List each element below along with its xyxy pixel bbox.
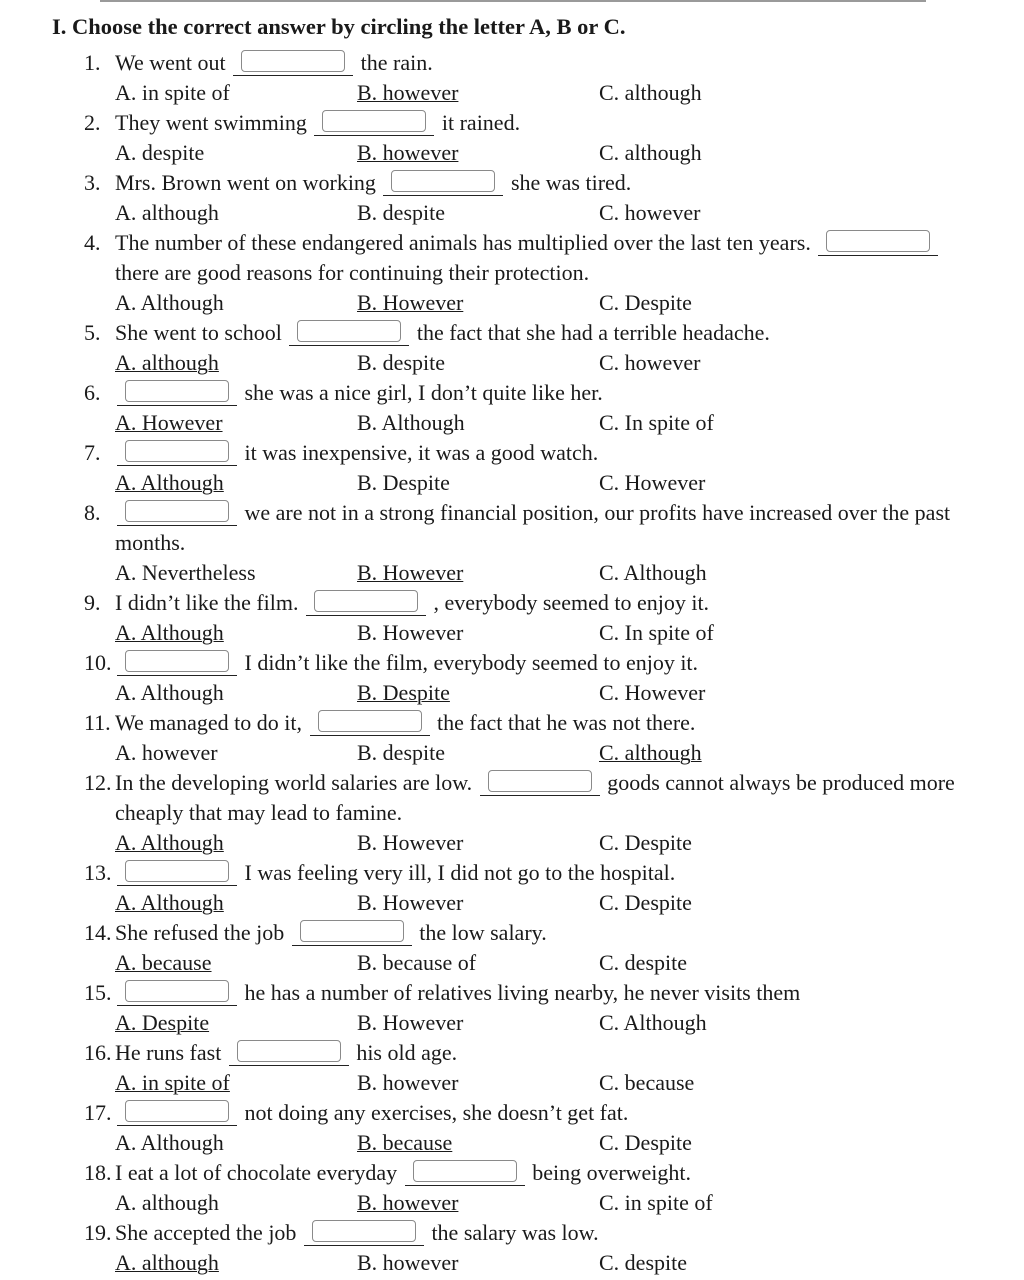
question-text: it was inexpensive, it was a good watch. bbox=[239, 440, 599, 465]
option-b[interactable]: B. however bbox=[357, 140, 459, 165]
option-c[interactable]: C. although bbox=[599, 140, 702, 165]
option-a[interactable]: A. although bbox=[115, 350, 219, 375]
option-c[interactable]: C. However bbox=[599, 680, 706, 705]
answer-blank[interactable] bbox=[292, 919, 412, 946]
question-text: In the developing world salaries are low. bbox=[115, 770, 478, 795]
question-text: she was a nice girl, I don’t quite like her. bbox=[239, 380, 603, 405]
question-text-line bbox=[115, 438, 598, 468]
question-number: 10. bbox=[84, 650, 112, 675]
option-b[interactable]: B. despite bbox=[357, 200, 445, 225]
question-text-line bbox=[115, 588, 709, 618]
answer-blank[interactable] bbox=[306, 589, 426, 616]
question-text: his old age. bbox=[350, 1040, 458, 1065]
option-b[interactable]: B. Although bbox=[357, 410, 465, 435]
question-text-line bbox=[115, 228, 940, 258]
answer-blank[interactable] bbox=[117, 1099, 237, 1126]
answer-blank[interactable] bbox=[480, 769, 600, 796]
option-a[interactable]: A. however bbox=[115, 740, 218, 765]
option-a[interactable]: A. However bbox=[115, 410, 223, 435]
question-text: the low salary. bbox=[413, 920, 547, 945]
option-c[interactable]: C. however bbox=[599, 350, 701, 375]
option-b[interactable]: B. However bbox=[357, 560, 464, 585]
question-number: 2. bbox=[84, 110, 101, 135]
question-number: 12. bbox=[84, 770, 112, 795]
option-b[interactable]: B. Despite bbox=[357, 680, 450, 705]
question-text-line bbox=[115, 858, 675, 888]
option-a[interactable]: A. Although bbox=[115, 1130, 224, 1155]
question-text: cheaply that may lead to famine. bbox=[115, 800, 403, 825]
question-text: there are good reasons for continuing their protection. bbox=[115, 260, 590, 285]
question-text: She refused the job bbox=[115, 920, 290, 945]
option-c[interactable]: C. In spite of bbox=[599, 620, 714, 645]
option-a[interactable]: A. in spite of bbox=[115, 80, 230, 105]
answer-blank[interactable] bbox=[229, 1039, 349, 1066]
answer-blank[interactable] bbox=[117, 379, 237, 406]
option-b[interactable]: B. however bbox=[357, 1250, 459, 1275]
question-text-line bbox=[115, 1038, 457, 1068]
option-a[interactable]: A. Although bbox=[115, 620, 224, 645]
question-text: Mrs. Brown went on working bbox=[115, 170, 382, 195]
question-text-line bbox=[115, 378, 603, 408]
answer-blank[interactable] bbox=[233, 49, 353, 76]
question-text: the salary was low. bbox=[425, 1220, 599, 1245]
answer-blank[interactable] bbox=[818, 229, 938, 256]
question-text: the fact that he was not there. bbox=[431, 710, 696, 735]
question-text: , everybody seemed to enjoy it. bbox=[428, 590, 710, 615]
question-text-line bbox=[115, 768, 955, 798]
question-text: being overweight. bbox=[526, 1160, 692, 1185]
exercise-heading: I. Choose the correct answer by circling the letter A, B or C. bbox=[52, 14, 626, 39]
question-text-line bbox=[115, 1098, 628, 1128]
question-text: The number of these endangered animals has multiplied over the last ten years. bbox=[115, 230, 817, 255]
option-a[interactable]: A. although bbox=[115, 1250, 219, 1275]
question-text: she was tired. bbox=[505, 170, 632, 195]
option-b[interactable]: B. because bbox=[357, 1130, 453, 1155]
option-b[interactable]: B. despite bbox=[357, 350, 445, 375]
answer-blank[interactable] bbox=[304, 1219, 424, 1246]
option-a[interactable]: A. Although bbox=[115, 830, 224, 855]
option-a[interactable]: A. Although bbox=[115, 680, 224, 705]
question-number: 18. bbox=[84, 1160, 112, 1185]
question-number: 15. bbox=[84, 980, 112, 1005]
question-number: 3. bbox=[84, 170, 101, 195]
option-c[interactable]: C. Despite bbox=[599, 1130, 692, 1155]
option-c[interactable]: C. in spite of bbox=[599, 1190, 713, 1215]
option-a[interactable]: A. Although bbox=[115, 470, 224, 495]
question-number: 7. bbox=[84, 440, 101, 465]
option-c[interactable]: C. Despite bbox=[599, 890, 692, 915]
question-number: 1. bbox=[84, 50, 101, 75]
question-text: months. bbox=[115, 530, 186, 555]
option-c[interactable]: C. Despite bbox=[599, 290, 692, 315]
question-text-line bbox=[115, 258, 589, 288]
question-text-line bbox=[115, 498, 950, 528]
question-text: the fact that she had a terrible headache. bbox=[411, 320, 770, 345]
question-number: 16. bbox=[84, 1040, 112, 1065]
answer-blank[interactable] bbox=[310, 709, 430, 736]
question-text-line bbox=[115, 108, 520, 138]
question-text-line bbox=[115, 1158, 691, 1188]
answer-blank[interactable] bbox=[117, 499, 237, 526]
option-b[interactable]: B. However bbox=[357, 830, 464, 855]
option-c[interactable]: C. In spite of bbox=[599, 410, 714, 435]
option-b[interactable]: B. however bbox=[357, 1070, 459, 1095]
question-text: I eat a lot of chocolate everyday bbox=[115, 1160, 403, 1185]
option-b[interactable]: B. however bbox=[357, 80, 459, 105]
question-text-line bbox=[115, 318, 770, 348]
option-b[interactable]: B. However bbox=[357, 620, 464, 645]
option-a[interactable]: A. despite bbox=[115, 140, 205, 165]
question-number: 5. bbox=[84, 320, 101, 345]
question-number: 14. bbox=[84, 920, 112, 945]
question-text-line bbox=[115, 48, 433, 78]
question-number: 4. bbox=[84, 230, 101, 255]
option-a[interactable]: A. because bbox=[115, 950, 212, 975]
question-text-line bbox=[115, 978, 800, 1008]
question-text: We went out bbox=[115, 50, 232, 75]
option-c[interactable]: C. despite bbox=[599, 1250, 687, 1275]
option-c[interactable]: C. Although bbox=[599, 1010, 707, 1035]
option-c[interactable]: C. However bbox=[599, 470, 706, 495]
question-text: goods cannot always be produced more bbox=[601, 770, 955, 795]
option-b[interactable]: B. However bbox=[357, 1010, 464, 1035]
question-number: 11. bbox=[84, 710, 111, 735]
option-b[interactable]: B. because of bbox=[357, 950, 477, 975]
question-text: it rained. bbox=[436, 110, 521, 135]
option-a[interactable]: A. although bbox=[115, 200, 219, 225]
question-text: we are not in a strong financial position, our profits have increased over the past bbox=[239, 500, 951, 525]
question-text-line bbox=[115, 708, 695, 738]
option-c[interactable]: C. Although bbox=[599, 560, 707, 585]
answer-blank[interactable] bbox=[383, 169, 503, 196]
question-text-line bbox=[115, 168, 631, 198]
option-b[interactable]: B. however bbox=[357, 1190, 459, 1215]
option-a[interactable]: A. although bbox=[115, 1190, 219, 1215]
answer-blank[interactable] bbox=[289, 319, 409, 346]
question-number: 13. bbox=[84, 860, 112, 885]
question-text-line bbox=[115, 648, 698, 678]
option-c[interactable]: C. however bbox=[599, 200, 701, 225]
question-number: 6. bbox=[84, 380, 101, 405]
answer-blank[interactable] bbox=[405, 1159, 525, 1186]
answer-blank[interactable] bbox=[314, 109, 434, 136]
question-text: They went swimming bbox=[115, 110, 313, 135]
question-text-line bbox=[115, 918, 547, 948]
option-c[interactable]: C. although bbox=[599, 740, 702, 765]
option-c[interactable]: C. despite bbox=[599, 950, 687, 975]
question-text-line bbox=[115, 528, 185, 558]
question-text: She accepted the job bbox=[115, 1220, 302, 1245]
question-text: the rain. bbox=[355, 50, 433, 75]
option-a[interactable]: A. Although bbox=[115, 890, 224, 915]
option-b[interactable]: B. However bbox=[357, 890, 464, 915]
option-b[interactable]: B. However bbox=[357, 290, 464, 315]
question-number: 19. bbox=[84, 1220, 112, 1245]
question-text: not doing any exercises, she doesn’t get fat. bbox=[239, 1100, 629, 1125]
option-b[interactable]: B. Despite bbox=[357, 470, 450, 495]
question-text: We managed to do it, bbox=[115, 710, 308, 735]
answer-blank[interactable] bbox=[117, 979, 237, 1006]
option-c[interactable]: C. although bbox=[599, 80, 702, 105]
option-a[interactable]: A. Nevertheless bbox=[115, 560, 256, 585]
answer-blank[interactable] bbox=[117, 649, 237, 676]
answer-blank[interactable] bbox=[117, 859, 237, 886]
option-a[interactable]: A. Although bbox=[115, 290, 224, 315]
option-a[interactable]: A. Despite bbox=[115, 1010, 210, 1035]
option-a[interactable]: A. in spite of bbox=[115, 1070, 230, 1095]
question-number: 17. bbox=[84, 1100, 112, 1125]
option-c[interactable]: C. because bbox=[599, 1070, 695, 1095]
question-text-line bbox=[115, 798, 402, 828]
question-number: 9. bbox=[84, 590, 101, 615]
option-c[interactable]: C. Despite bbox=[599, 830, 692, 855]
question-text: I was feeling very ill, I did not go to the hospital. bbox=[239, 860, 676, 885]
question-text: he has a number of relatives living nearby, he never visits them bbox=[239, 980, 801, 1005]
option-b[interactable]: B. despite bbox=[357, 740, 445, 765]
question-text: I didn’t like the film, everybody seemed to enjoy it. bbox=[239, 650, 699, 675]
question-number: 8. bbox=[84, 500, 101, 525]
question-text: He runs fast bbox=[115, 1040, 227, 1065]
question-text: I didn’t like the film. bbox=[115, 590, 305, 615]
answer-blank[interactable] bbox=[117, 439, 237, 466]
question-text-line bbox=[115, 1218, 599, 1248]
question-text: She went to school bbox=[115, 320, 288, 345]
